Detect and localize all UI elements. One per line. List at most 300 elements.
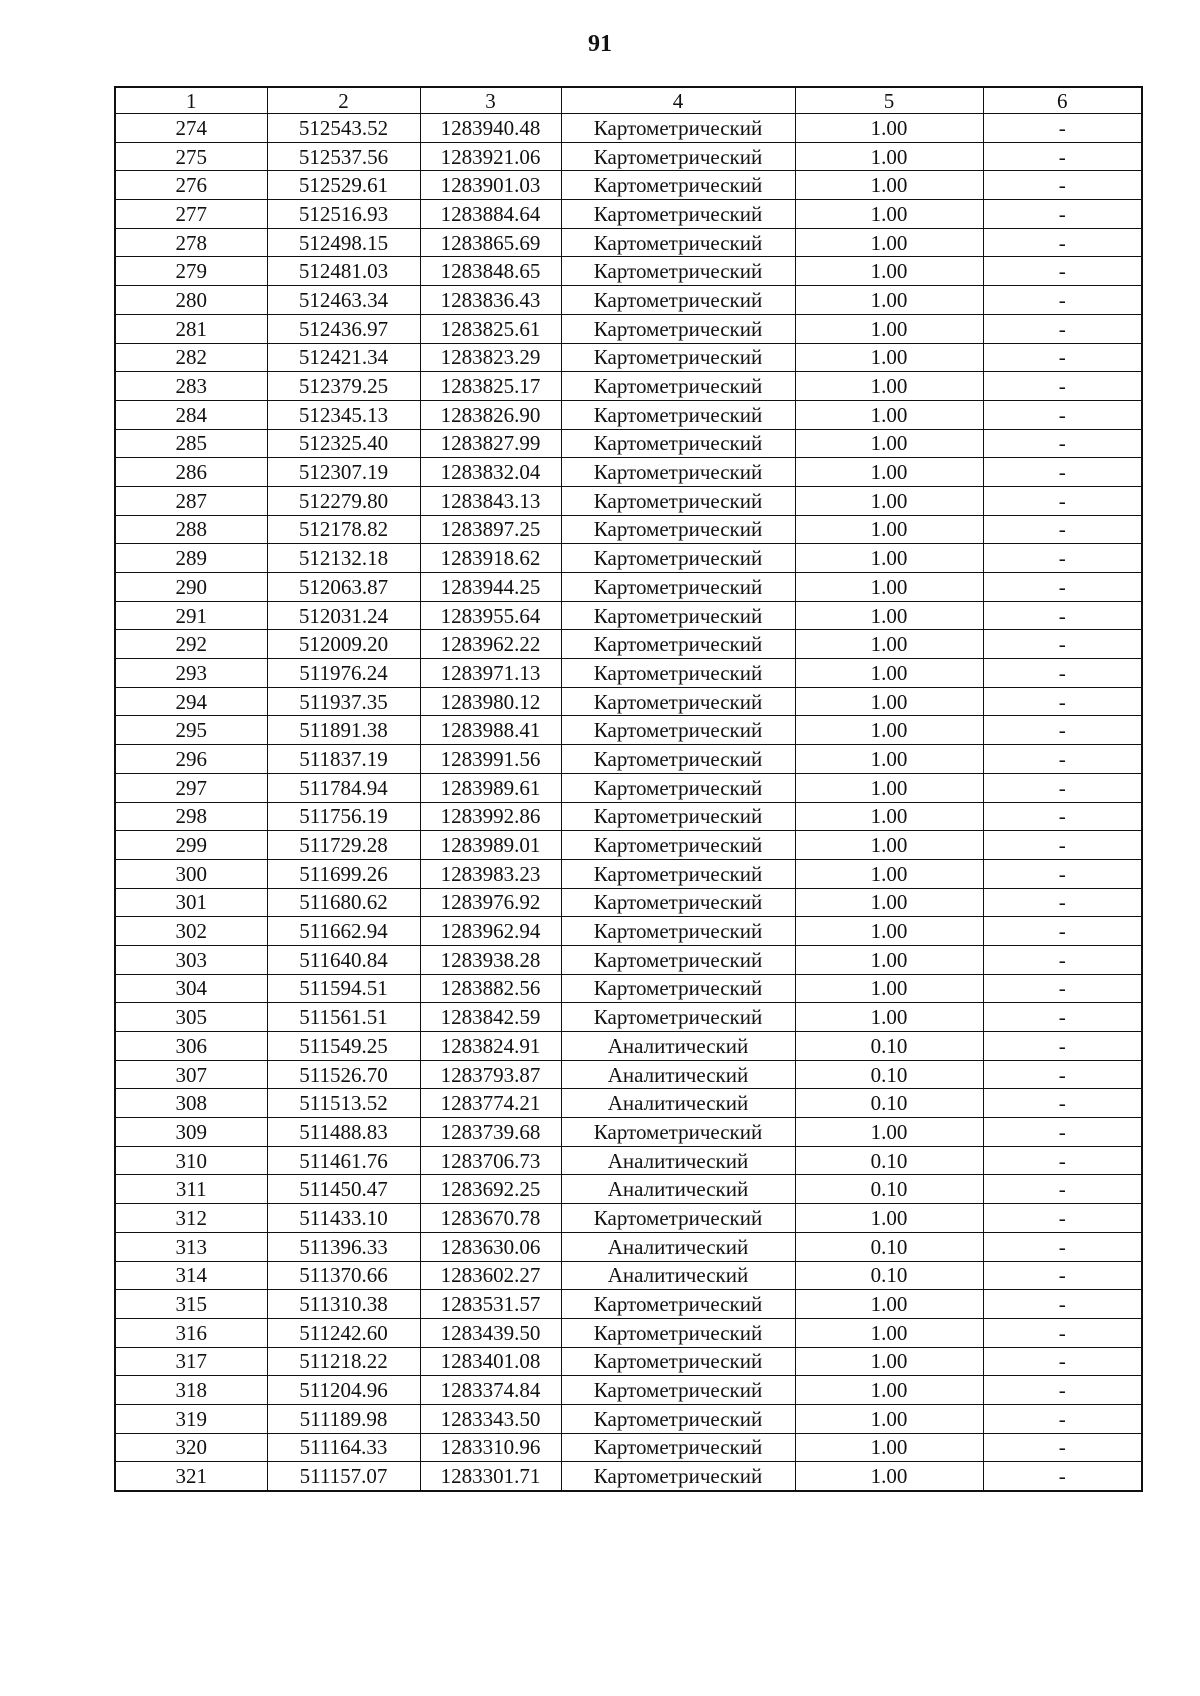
y-coordinate-cell: 1283439.50 (420, 1318, 561, 1347)
x-coordinate-cell: 511189.98 (267, 1404, 420, 1433)
accuracy-cell: 1.00 (795, 917, 983, 946)
accuracy-cell: 0.10 (795, 1261, 983, 1290)
y-coordinate-cell: 1283897.25 (420, 515, 561, 544)
note-cell: - (983, 716, 1142, 745)
note-cell: - (983, 1290, 1142, 1319)
point-number-cell: 306 (115, 1032, 267, 1061)
table-row (115, 745, 1142, 774)
table-row (115, 1433, 1142, 1462)
point-number-cell: 286 (115, 458, 267, 487)
x-coordinate-cell: 512325.40 (267, 429, 420, 458)
y-coordinate-cell: 1283825.61 (420, 314, 561, 343)
point-number-cell: 294 (115, 687, 267, 716)
note-cell: - (983, 171, 1142, 200)
note-cell: - (983, 1462, 1142, 1491)
method-cell: Картометрический (561, 486, 795, 515)
note-cell: - (983, 1060, 1142, 1089)
point-number-cell: 281 (115, 314, 267, 343)
x-coordinate-cell: 511242.60 (267, 1318, 420, 1347)
accuracy-cell: 1.00 (795, 716, 983, 745)
note-cell: - (983, 573, 1142, 602)
x-coordinate-cell: 511937.35 (267, 687, 420, 716)
x-coordinate-cell: 511310.38 (267, 1290, 420, 1319)
note-cell: - (983, 802, 1142, 831)
method-cell: Картометрический (561, 400, 795, 429)
accuracy-cell: 1.00 (795, 515, 983, 544)
table-row (115, 888, 1142, 917)
note-cell: - (983, 974, 1142, 1003)
note-cell: - (983, 1347, 1142, 1376)
accuracy-cell: 1.00 (795, 888, 983, 917)
x-coordinate-cell: 511837.19 (267, 745, 420, 774)
y-coordinate-cell: 1283836.43 (420, 286, 561, 315)
point-number-cell: 303 (115, 945, 267, 974)
point-number-cell: 321 (115, 1462, 267, 1491)
point-number-cell: 310 (115, 1146, 267, 1175)
method-cell: Картометрический (561, 200, 795, 229)
note-cell: - (983, 687, 1142, 716)
x-coordinate-cell: 511662.94 (267, 917, 420, 946)
accuracy-cell: 0.10 (795, 1146, 983, 1175)
table-row (115, 859, 1142, 888)
point-number-cell: 277 (115, 200, 267, 229)
point-number-cell: 287 (115, 486, 267, 515)
note-cell: - (983, 142, 1142, 171)
table-row (115, 429, 1142, 458)
table-row (115, 573, 1142, 602)
y-coordinate-cell: 1283310.96 (420, 1433, 561, 1462)
note-cell: - (983, 114, 1142, 143)
table-row (115, 1032, 1142, 1061)
note-cell: - (983, 1232, 1142, 1261)
y-coordinate-cell: 1283793.87 (420, 1060, 561, 1089)
x-coordinate-cell: 511756.19 (267, 802, 420, 831)
point-number-cell: 293 (115, 659, 267, 688)
accuracy-cell: 1.00 (795, 745, 983, 774)
x-coordinate-cell: 511640.84 (267, 945, 420, 974)
accuracy-cell: 1.00 (795, 228, 983, 257)
method-cell: Картометрический (561, 974, 795, 1003)
table-row (115, 831, 1142, 860)
note-cell: - (983, 486, 1142, 515)
method-cell: Аналитический (561, 1032, 795, 1061)
accuracy-cell: 1.00 (795, 831, 983, 860)
note-cell: - (983, 1146, 1142, 1175)
x-coordinate-cell: 512279.80 (267, 486, 420, 515)
x-coordinate-cell: 511461.76 (267, 1146, 420, 1175)
note-cell: - (983, 1433, 1142, 1462)
note-cell: - (983, 917, 1142, 946)
column-header: 3 (420, 87, 561, 114)
table-row (115, 544, 1142, 573)
x-coordinate-cell: 511549.25 (267, 1032, 420, 1061)
accuracy-cell: 1.00 (795, 859, 983, 888)
point-number-cell: 313 (115, 1232, 267, 1261)
accuracy-cell: 1.00 (795, 142, 983, 171)
table-row (115, 458, 1142, 487)
accuracy-cell: 1.00 (795, 458, 983, 487)
y-coordinate-cell: 1283884.64 (420, 200, 561, 229)
y-coordinate-cell: 1283865.69 (420, 228, 561, 257)
table-row (115, 257, 1142, 286)
table-row (115, 1232, 1142, 1261)
note-cell: - (983, 372, 1142, 401)
table-row (115, 601, 1142, 630)
y-coordinate-cell: 1283955.64 (420, 601, 561, 630)
x-coordinate-cell: 511450.47 (267, 1175, 420, 1204)
note-cell: - (983, 200, 1142, 229)
point-number-cell: 280 (115, 286, 267, 315)
y-coordinate-cell: 1283921.06 (420, 142, 561, 171)
table-row (115, 515, 1142, 544)
note-cell: - (983, 228, 1142, 257)
note-cell: - (983, 745, 1142, 774)
method-cell: Картометрический (561, 171, 795, 200)
note-cell: - (983, 1003, 1142, 1032)
point-number-cell: 285 (115, 429, 267, 458)
y-coordinate-cell: 1283774.21 (420, 1089, 561, 1118)
method-cell: Картометрический (561, 630, 795, 659)
point-number-cell: 308 (115, 1089, 267, 1118)
note-cell: - (983, 859, 1142, 888)
accuracy-cell: 1.00 (795, 630, 983, 659)
point-number-cell: 279 (115, 257, 267, 286)
point-number-cell: 283 (115, 372, 267, 401)
method-cell: Картометрический (561, 917, 795, 946)
table-row (115, 1290, 1142, 1319)
table-row (115, 687, 1142, 716)
y-coordinate-cell: 1283918.62 (420, 544, 561, 573)
y-coordinate-cell: 1283962.94 (420, 917, 561, 946)
table-row (115, 142, 1142, 171)
column-header: 1 (115, 87, 267, 114)
x-coordinate-cell: 511729.28 (267, 831, 420, 860)
table-row (115, 630, 1142, 659)
accuracy-cell: 1.00 (795, 343, 983, 372)
note-cell: - (983, 429, 1142, 458)
method-cell: Картометрический (561, 429, 795, 458)
point-number-cell: 275 (115, 142, 267, 171)
point-number-cell: 301 (115, 888, 267, 917)
y-coordinate-cell: 1283301.71 (420, 1462, 561, 1491)
point-number-cell: 282 (115, 343, 267, 372)
x-coordinate-cell: 512379.25 (267, 372, 420, 401)
coordinates-table (114, 86, 1143, 1492)
y-coordinate-cell: 1283374.84 (420, 1376, 561, 1405)
method-cell: Картометрический (561, 1318, 795, 1347)
table-row (115, 1204, 1142, 1233)
table-row (115, 1462, 1142, 1491)
y-coordinate-cell: 1283531.57 (420, 1290, 561, 1319)
x-coordinate-cell: 511594.51 (267, 974, 420, 1003)
table-row (115, 945, 1142, 974)
y-coordinate-cell: 1283962.22 (420, 630, 561, 659)
point-number-cell: 298 (115, 802, 267, 831)
note-cell: - (983, 1118, 1142, 1147)
x-coordinate-cell: 511976.24 (267, 659, 420, 688)
y-coordinate-cell: 1283971.13 (420, 659, 561, 688)
accuracy-cell: 0.10 (795, 1089, 983, 1118)
point-number-cell: 316 (115, 1318, 267, 1347)
table-row (115, 171, 1142, 200)
y-coordinate-cell: 1283980.12 (420, 687, 561, 716)
table-row (115, 486, 1142, 515)
table-row (115, 400, 1142, 429)
point-number-cell: 317 (115, 1347, 267, 1376)
note-cell: - (983, 1404, 1142, 1433)
table-row (115, 802, 1142, 831)
point-number-cell: 290 (115, 573, 267, 602)
y-coordinate-cell: 1283826.90 (420, 400, 561, 429)
accuracy-cell: 0.10 (795, 1232, 983, 1261)
x-coordinate-cell: 511680.62 (267, 888, 420, 917)
method-cell: Картометрический (561, 773, 795, 802)
method-cell: Картометрический (561, 1118, 795, 1147)
method-cell: Картометрический (561, 687, 795, 716)
note-cell: - (983, 888, 1142, 917)
accuracy-cell: 1.00 (795, 544, 983, 573)
point-number-cell: 278 (115, 228, 267, 257)
point-number-cell: 311 (115, 1175, 267, 1204)
header-row (115, 87, 1142, 114)
table-row (115, 228, 1142, 257)
method-cell: Аналитический (561, 1261, 795, 1290)
y-coordinate-cell: 1283842.59 (420, 1003, 561, 1032)
point-number-cell: 315 (115, 1290, 267, 1319)
method-cell: Картометрический (561, 114, 795, 143)
method-cell: Картометрический (561, 257, 795, 286)
point-number-cell: 307 (115, 1060, 267, 1089)
accuracy-cell: 1.00 (795, 1118, 983, 1147)
point-number-cell: 292 (115, 630, 267, 659)
method-cell: Картометрический (561, 515, 795, 544)
method-cell: Картометрический (561, 1204, 795, 1233)
accuracy-cell: 1.00 (795, 1462, 983, 1491)
y-coordinate-cell: 1283848.65 (420, 257, 561, 286)
y-coordinate-cell: 1283832.04 (420, 458, 561, 487)
method-cell: Картометрический (561, 286, 795, 315)
table-row (115, 1060, 1142, 1089)
note-cell: - (983, 1318, 1142, 1347)
point-number-cell: 318 (115, 1376, 267, 1405)
method-cell: Картометрический (561, 1003, 795, 1032)
accuracy-cell: 1.00 (795, 773, 983, 802)
x-coordinate-cell: 511488.83 (267, 1118, 420, 1147)
table-row (115, 1347, 1142, 1376)
table-row (115, 1376, 1142, 1405)
accuracy-cell: 1.00 (795, 1404, 983, 1433)
y-coordinate-cell: 1283940.48 (420, 114, 561, 143)
x-coordinate-cell: 511699.26 (267, 859, 420, 888)
y-coordinate-cell: 1283882.56 (420, 974, 561, 1003)
method-cell: Картометрический (561, 659, 795, 688)
x-coordinate-cell: 511218.22 (267, 1347, 420, 1376)
note-cell: - (983, 659, 1142, 688)
accuracy-cell: 1.00 (795, 114, 983, 143)
accuracy-cell: 1.00 (795, 601, 983, 630)
table-body (115, 114, 1142, 1492)
x-coordinate-cell: 512009.20 (267, 630, 420, 659)
method-cell: Аналитический (561, 1146, 795, 1175)
note-cell: - (983, 773, 1142, 802)
method-cell: Картометрический (561, 859, 795, 888)
x-coordinate-cell: 512498.15 (267, 228, 420, 257)
table-row (115, 286, 1142, 315)
y-coordinate-cell: 1283824.91 (420, 1032, 561, 1061)
note-cell: - (983, 544, 1142, 573)
accuracy-cell: 1.00 (795, 486, 983, 515)
point-number-cell: 284 (115, 400, 267, 429)
method-cell: Картометрический (561, 1376, 795, 1405)
method-cell: Аналитический (561, 1060, 795, 1089)
method-cell: Картометрический (561, 831, 795, 860)
method-cell: Картометрический (561, 945, 795, 974)
method-cell: Аналитический (561, 1232, 795, 1261)
table-row (115, 773, 1142, 802)
accuracy-cell: 1.00 (795, 1376, 983, 1405)
table-row (115, 974, 1142, 1003)
note-cell: - (983, 831, 1142, 860)
note-cell: - (983, 630, 1142, 659)
column-header: 6 (983, 87, 1142, 114)
x-coordinate-cell: 512421.34 (267, 343, 420, 372)
y-coordinate-cell: 1283630.06 (420, 1232, 561, 1261)
point-number-cell: 289 (115, 544, 267, 573)
y-coordinate-cell: 1283670.78 (420, 1204, 561, 1233)
point-number-cell: 288 (115, 515, 267, 544)
accuracy-cell: 1.00 (795, 1003, 983, 1032)
method-cell: Картометрический (561, 458, 795, 487)
x-coordinate-cell: 512537.56 (267, 142, 420, 171)
y-coordinate-cell: 1283991.56 (420, 745, 561, 774)
accuracy-cell: 1.00 (795, 286, 983, 315)
accuracy-cell: 1.00 (795, 659, 983, 688)
accuracy-cell: 1.00 (795, 1318, 983, 1347)
method-cell: Картометрический (561, 1347, 795, 1376)
y-coordinate-cell: 1283843.13 (420, 486, 561, 515)
method-cell: Аналитический (561, 1089, 795, 1118)
y-coordinate-cell: 1283989.01 (420, 831, 561, 860)
x-coordinate-cell: 512063.87 (267, 573, 420, 602)
method-cell: Картометрический (561, 314, 795, 343)
method-cell: Картометрический (561, 573, 795, 602)
point-number-cell: 296 (115, 745, 267, 774)
point-number-cell: 314 (115, 1261, 267, 1290)
point-number-cell: 319 (115, 1404, 267, 1433)
x-coordinate-cell: 511784.94 (267, 773, 420, 802)
table-row (115, 314, 1142, 343)
x-coordinate-cell: 511164.33 (267, 1433, 420, 1462)
y-coordinate-cell: 1283825.17 (420, 372, 561, 401)
y-coordinate-cell: 1283992.86 (420, 802, 561, 831)
y-coordinate-cell: 1283343.50 (420, 1404, 561, 1433)
x-coordinate-cell: 512178.82 (267, 515, 420, 544)
table-row (115, 114, 1142, 143)
method-cell: Картометрический (561, 888, 795, 917)
y-coordinate-cell: 1283989.61 (420, 773, 561, 802)
table-row (115, 659, 1142, 688)
accuracy-cell: 1.00 (795, 171, 983, 200)
point-number-cell: 304 (115, 974, 267, 1003)
y-coordinate-cell: 1283692.25 (420, 1175, 561, 1204)
x-coordinate-cell: 511526.70 (267, 1060, 420, 1089)
x-coordinate-cell: 511204.96 (267, 1376, 420, 1405)
accuracy-cell: 1.00 (795, 687, 983, 716)
accuracy-cell: 1.00 (795, 1204, 983, 1233)
method-cell: Картометрический (561, 716, 795, 745)
method-cell: Картометрический (561, 1433, 795, 1462)
table-row (115, 1175, 1142, 1204)
method-cell: Картометрический (561, 601, 795, 630)
x-coordinate-cell: 512481.03 (267, 257, 420, 286)
note-cell: - (983, 343, 1142, 372)
note-cell: - (983, 1376, 1142, 1405)
accuracy-cell: 1.00 (795, 573, 983, 602)
note-cell: - (983, 515, 1142, 544)
y-coordinate-cell: 1283976.92 (420, 888, 561, 917)
y-coordinate-cell: 1283944.25 (420, 573, 561, 602)
method-cell: Аналитический (561, 1175, 795, 1204)
y-coordinate-cell: 1283827.99 (420, 429, 561, 458)
x-coordinate-cell: 511396.33 (267, 1232, 420, 1261)
y-coordinate-cell: 1283823.29 (420, 343, 561, 372)
note-cell: - (983, 1032, 1142, 1061)
y-coordinate-cell: 1283602.27 (420, 1261, 561, 1290)
x-coordinate-cell: 512307.19 (267, 458, 420, 487)
point-number-cell: 276 (115, 171, 267, 200)
table-row (115, 917, 1142, 946)
accuracy-cell: 1.00 (795, 400, 983, 429)
column-header: 2 (267, 87, 420, 114)
y-coordinate-cell: 1283983.23 (420, 859, 561, 888)
method-cell: Картометрический (561, 745, 795, 774)
x-coordinate-cell: 511370.66 (267, 1261, 420, 1290)
note-cell: - (983, 314, 1142, 343)
note-cell: - (983, 400, 1142, 429)
column-header: 4 (561, 87, 795, 114)
accuracy-cell: 1.00 (795, 945, 983, 974)
x-coordinate-cell: 512345.13 (267, 400, 420, 429)
point-number-cell: 305 (115, 1003, 267, 1032)
note-cell: - (983, 458, 1142, 487)
note-cell: - (983, 257, 1142, 286)
note-cell: - (983, 1089, 1142, 1118)
table-row (115, 1089, 1142, 1118)
accuracy-cell: 1.00 (795, 1433, 983, 1462)
table-header (115, 87, 1142, 114)
point-number-cell: 320 (115, 1433, 267, 1462)
accuracy-cell: 1.00 (795, 429, 983, 458)
point-number-cell: 295 (115, 716, 267, 745)
note-cell: - (983, 1175, 1142, 1204)
point-number-cell: 302 (115, 917, 267, 946)
x-coordinate-cell: 511433.10 (267, 1204, 420, 1233)
method-cell: Картометрический (561, 142, 795, 171)
accuracy-cell: 1.00 (795, 200, 983, 229)
accuracy-cell: 0.10 (795, 1032, 983, 1061)
x-coordinate-cell: 511513.52 (267, 1089, 420, 1118)
y-coordinate-cell: 1283988.41 (420, 716, 561, 745)
point-number-cell: 299 (115, 831, 267, 860)
note-cell: - (983, 286, 1142, 315)
x-coordinate-cell: 512463.34 (267, 286, 420, 315)
note-cell: - (983, 601, 1142, 630)
method-cell: Картометрический (561, 228, 795, 257)
table-row (115, 200, 1142, 229)
table-row (115, 1118, 1142, 1147)
x-coordinate-cell: 512516.93 (267, 200, 420, 229)
note-cell: - (983, 945, 1142, 974)
